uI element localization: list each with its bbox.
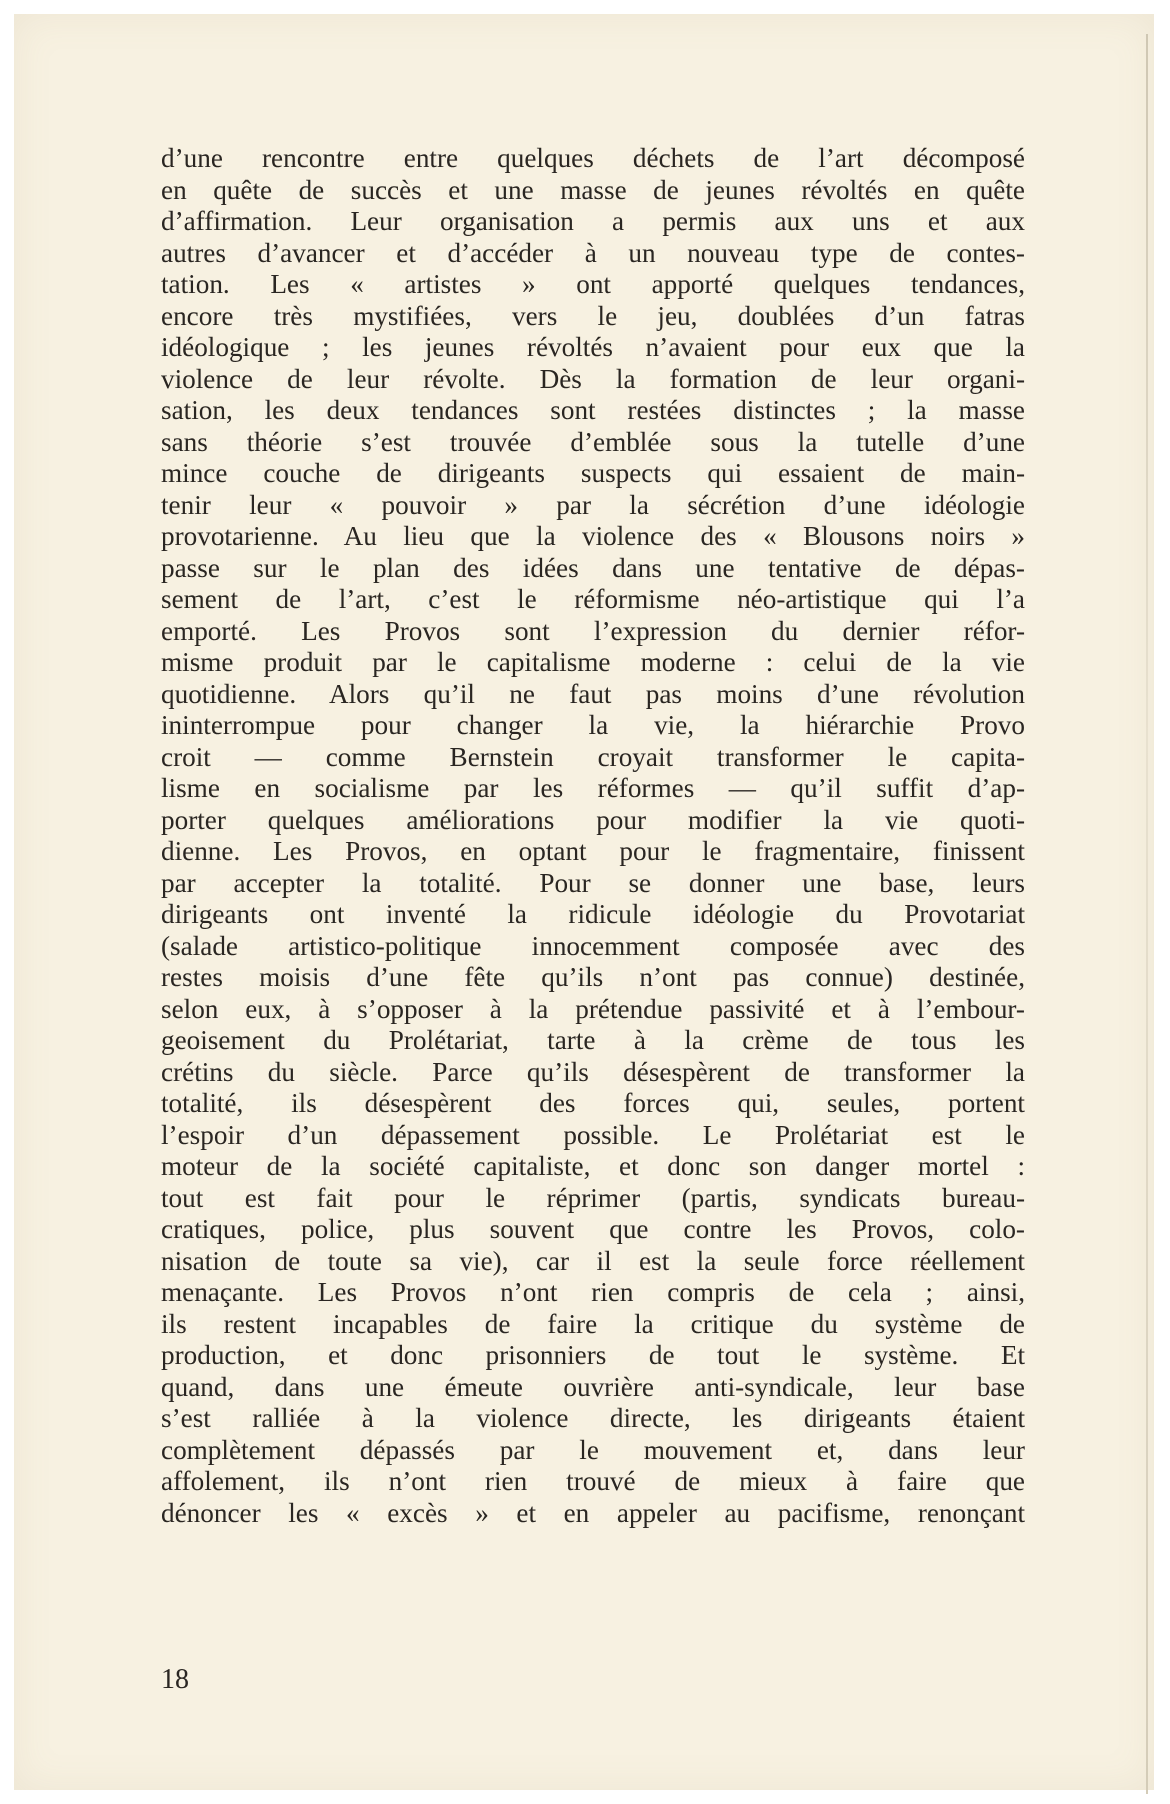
text-line: sans théorie s’est trouvée d’emblée sous la tutelle d’une: [161, 426, 1025, 457]
page-edge: [1146, 34, 1148, 1794]
text-line: production, et donc prisonniers de tout le système. Et: [161, 1340, 1025, 1370]
text-line: s’est ralliée à la violence directe, les dirigeants étaient: [161, 1403, 1025, 1433]
text-line: encore très mystifiées, vers le jeu, doublées d’un fatras: [161, 300, 1025, 331]
text-line: d’affirmation. Leur organisation a permis aux uns et aux: [161, 206, 1025, 236]
text-line: autres d’avancer et d’accéder à un nouveau type de contes-: [161, 237, 1025, 268]
text-line: idéologique ; les jeunes révoltés n’avaient pour eux que la: [161, 332, 1025, 362]
text-line: crétins du siècle. Parce qu’ils désespèrent de transformer la: [161, 1056, 1025, 1087]
text-line: par accepter la totalité. Pour se donner une base, leurs: [161, 867, 1025, 898]
page-number: 18: [161, 1664, 189, 1695]
body-text: [161, 143, 1025, 1529]
text-line: quotidienne. Alors qu’il ne faut pas moins d’une révolution: [161, 678, 1025, 709]
text-line: totalité, ils désespèrent des forces qui, seules, portent: [161, 1088, 1025, 1118]
text-line: emporté. Les Provos sont l’expression du dernier réfor-: [161, 615, 1025, 646]
text-line: provotarienne. Au lieu que la violence des « Blousons noirs »: [161, 521, 1025, 551]
text-line: menaçante. Les Provos n’ont rien compris de cela ; ainsi,: [161, 1277, 1025, 1307]
text-line: cratiques, police, plus souvent que contre les Provos, colo-: [161, 1214, 1025, 1244]
text-line: (salade artistico-politique innocemment composée avec des: [161, 930, 1025, 961]
text-line: d’une rencontre entre quelques déchets de l’art décomposé: [161, 143, 1025, 173]
text-line: sement de l’art, c’est le réformisme néo-artistique qui l’a: [161, 584, 1025, 614]
text-line: l’espoir d’un dépassement possible. Le Prolétariat est le: [161, 1119, 1025, 1150]
text-line: dénoncer les « excès » et en appeler au pacifisme, renonçant: [161, 1497, 1025, 1528]
text-line: dienne. Les Provos, en optant pour le fragmentaire, finissent: [161, 836, 1025, 866]
text-line: tenir leur « pouvoir » par la sécrétion d’une idéologie: [161, 489, 1025, 520]
text-line: moteur de la société capitaliste, et donc son danger mortel :: [161, 1151, 1025, 1181]
text-line: ininterrompue pour changer la vie, la hiérarchie Provo: [161, 710, 1025, 740]
text-line: complètement dépassés par le mouvement et, dans leur: [161, 1434, 1025, 1465]
text-line: quand, dans une émeute ouvrière anti-syndicale, leur base: [161, 1371, 1025, 1402]
text-line: sation, les deux tendances sont restées distinctes ; la masse: [161, 395, 1025, 425]
text-line: violence de leur révolte. Dès la formation de leur organi-: [161, 363, 1025, 394]
text-line: lisme en socialisme par les réformes — qu’il suffit d’ap-: [161, 773, 1025, 803]
text-line: affolement, ils n’ont rien trouvé de mieux à faire que: [161, 1466, 1025, 1496]
text-line: tout est fait pour le réprimer (partis, syndicats bureau-: [161, 1182, 1025, 1213]
text-line: croit — comme Bernstein croyait transformer le capita-: [161, 741, 1025, 772]
text-line: geoisement du Prolétariat, tarte à la crème de tous les: [161, 1025, 1025, 1055]
text-line: selon eux, à s’opposer à la prétendue passivité et à l’embour-: [161, 993, 1025, 1024]
text-line: nisation de toute sa vie), car il est la seule force réellement: [161, 1245, 1025, 1276]
text-line: en quête de succès et une masse de jeunes révoltés en quête: [161, 174, 1025, 205]
text-line: passe sur le plan des idées dans une tentative de dépas-: [161, 552, 1025, 583]
text-line: ils restent incapables de faire la critique du système de: [161, 1308, 1025, 1339]
text-line: tation. Les « artistes » ont apporté quelques tendances,: [161, 269, 1025, 299]
text-line: dirigeants ont inventé la ridicule idéologie du Provotariat: [161, 899, 1025, 929]
text-line: restes moisis d’une fête qu’ils n’ont pas connue) destinée,: [161, 962, 1025, 992]
text-line: porter quelques améliorations pour modifier la vie quoti-: [161, 804, 1025, 835]
text-line: mince couche de dirigeants suspects qui essaient de main-: [161, 458, 1025, 488]
text-line: misme produit par le capitalisme moderne : celui de la vie: [161, 647, 1025, 677]
